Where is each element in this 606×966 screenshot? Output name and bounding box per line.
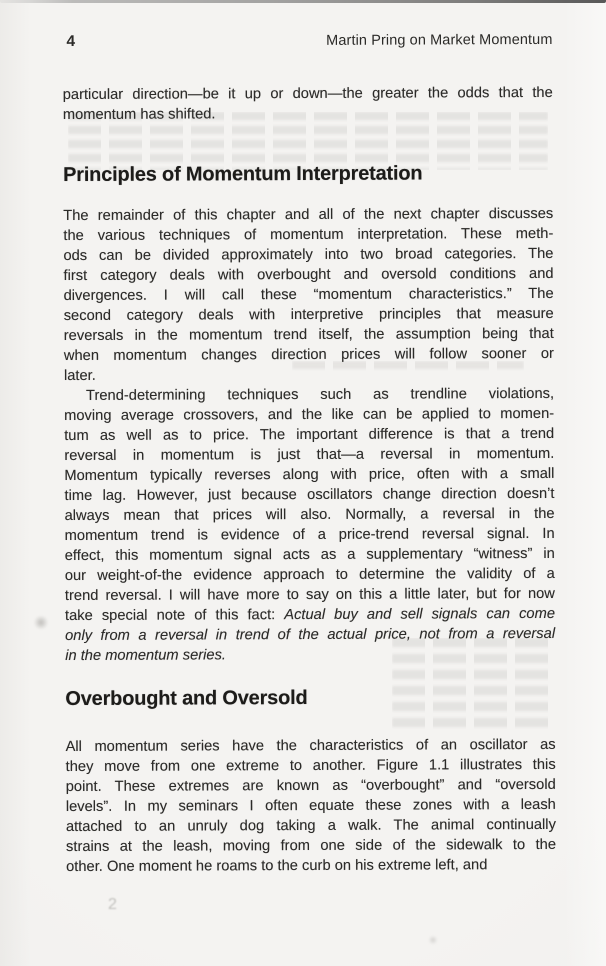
text-line: take special note of this fact: Actual buy and sell signals can come: [64, 605, 556, 625]
text-line: levels”. In my seminars I often equate these zones with a leash: [65, 796, 556, 816]
text-line: effect, this momentum signal acts as a supplementary “witness” in: [64, 545, 555, 565]
text-line: divergences. I will call these “momentum characteristics.” The: [63, 285, 554, 305]
text-line: The remainder of this chapter and all of the next chapter discusses: [63, 205, 554, 225]
text-line: All momentum series have the characteristics of an oscillator as: [65, 736, 556, 756]
page-body-text: [63, 83, 556, 877]
text-line: Trend-determining techniques such as trendline violations,: [86, 385, 555, 404]
text-line: time lag. However, just because oscillators change direction doesn’t: [64, 485, 555, 505]
text-line: Momentum typically reverses along with price, often with a small: [64, 465, 555, 485]
text-line: point. These extremes are known as “overbought” and “oversold: [65, 776, 556, 796]
text-line: when momentum changes direction prices will follow sooner or: [63, 345, 554, 365]
running-header-title: Martin Pring on Market Momentum: [326, 31, 553, 49]
text-line: reversals in the momentum trend itself, the assumption being that: [63, 325, 554, 345]
text-line: momentum trend is evidence of a price-trend reversal signal. In: [64, 525, 555, 545]
paragraph: [63, 83, 553, 125]
text-line: always mean that prices will also. Normally, a reversal in the: [64, 505, 555, 525]
paragraph: [66, 735, 557, 877]
text-line: in the momentum series.: [65, 647, 227, 665]
ghost-page-number: 2: [108, 896, 117, 913]
text-line: first category deals with overbought and oversold conditions and: [63, 265, 554, 285]
text-line: second category deals with interpretive principles that measure: [63, 305, 554, 325]
section-heading: Principles of Momentum Interpretation: [63, 162, 423, 187]
text-line: strains at the leash, moving from one side of the sidewalk to the: [65, 836, 557, 856]
text-line: they move from one extreme to another. Figure 1.1 illustrates this: [65, 756, 556, 776]
text-line: other. One moment he roams to the curb on his extreme left, and: [66, 857, 488, 876]
text-line: ods can be divided approximately into two broad categories. The: [63, 245, 554, 265]
text-line: trend reversal. I will have more to say on this a little later, but for now: [64, 585, 555, 605]
text-line: the various techniques of momentum interpretation. These meth-: [63, 225, 554, 245]
section-heading: Overbought and Oversold: [65, 686, 308, 711]
text-line: tum as well as to price. The important difference is that a trend: [64, 425, 555, 445]
running-head: [62, 31, 552, 51]
text-line: reversal in momentum is just that—a reversal in momentum.: [64, 445, 555, 465]
text-line: later.: [63, 367, 96, 385]
page-number: 4: [66, 32, 76, 51]
text-line: moving average crossovers, and the like can be applied to momen-: [64, 405, 555, 425]
text-line: particular direction—be it up or down—the greater the odds that the: [62, 84, 553, 104]
text-line: attached to an unruly dog taking a walk. The animal continually: [65, 816, 556, 836]
paragraph: [64, 384, 555, 666]
paragraph: [63, 204, 554, 386]
text-line: our weight-of-the evidence approach to determine the validity of a: [64, 565, 555, 585]
text-line: only from a reversal in trend of the actual price, not from a reversal: [65, 625, 556, 645]
text-line: momentum has shifted.: [62, 106, 216, 124]
